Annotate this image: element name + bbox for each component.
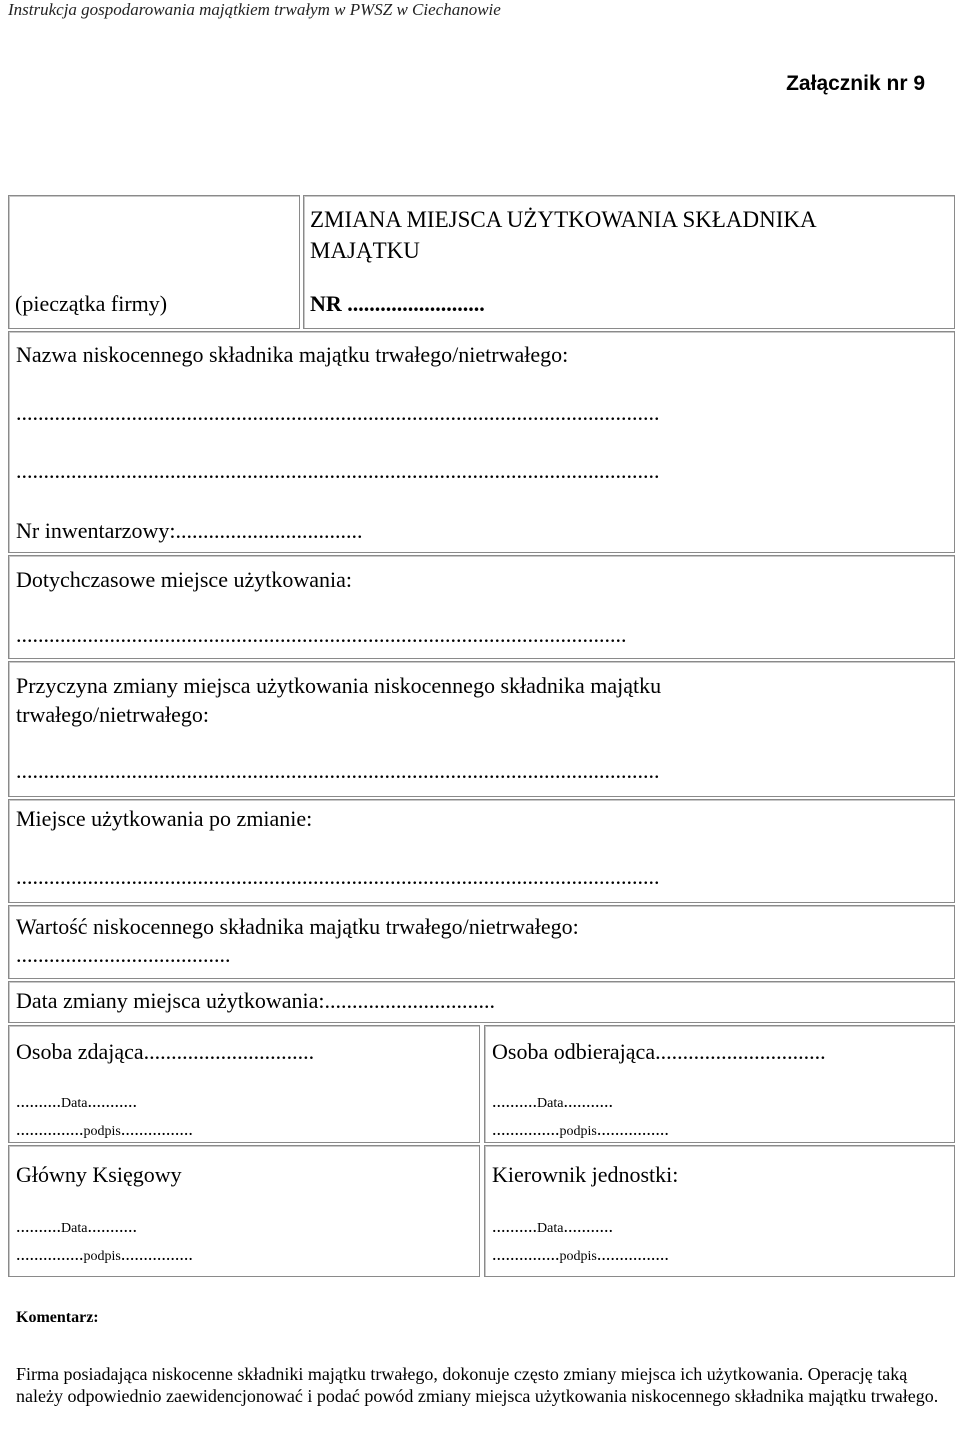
date-label: Data: [61, 1221, 88, 1236]
date-dots-after: ...........: [563, 1216, 613, 1236]
chief-accountant-label: Główny Księgowy: [16, 1162, 182, 1187]
value-cell: [8, 905, 955, 979]
item-name-line-2[interactable]: .....................................................................................................................: [16, 458, 660, 483]
running-header: Instrukcja gospodarowania majątkiem trwałym w PWSZ w Ciechanowie: [8, 0, 501, 19]
stamp-label: (pieczątka firmy): [15, 291, 168, 316]
signature-label: podpis: [83, 1124, 121, 1139]
date-label: Data: [537, 1221, 564, 1236]
receiving-cell: [484, 1025, 955, 1143]
attachment-number: Załącznik nr 9: [786, 72, 925, 95]
reason-label-line-2: trwałego/nietrwałego:: [16, 702, 210, 727]
date-dots-before: ..........: [492, 1091, 537, 1111]
reason-cell: [8, 661, 955, 797]
signature-dots-before: ...............: [16, 1119, 84, 1139]
chief-accountant-date[interactable]: [16, 1216, 137, 1237]
handing-over-date[interactable]: [16, 1091, 137, 1112]
receiving-date[interactable]: [492, 1091, 613, 1112]
chief-accountant-signature[interactable]: [16, 1244, 193, 1265]
date-dots-after: ...........: [87, 1091, 137, 1111]
signature-label: podpis: [559, 1124, 597, 1139]
title-cell: [303, 195, 955, 329]
change-date-field[interactable]: Data zmiany miejsca użytkowania:...............................: [16, 988, 495, 1013]
handing-over-signature[interactable]: [16, 1119, 193, 1140]
signature-dots-before: ...............: [492, 1244, 560, 1264]
signature-label: podpis: [559, 1249, 597, 1264]
form-title: ZMIANA MIEJSCA UŻYTKOWANIA SKŁADNIKA MAJĄTKU: [310, 207, 816, 263]
reason-value[interactable]: .....................................................................................................................: [16, 758, 660, 783]
form-number[interactable]: NR .........................: [310, 291, 485, 316]
item-name-cell: [8, 331, 955, 553]
comment-heading: Komentarz:: [16, 1309, 99, 1326]
new-place-cell: [8, 799, 955, 903]
previous-place-label: Dotychczasowe miejsce użytkowania:: [16, 567, 352, 592]
new-place-value[interactable]: .....................................................................................................................: [16, 864, 660, 889]
inventory-number-field[interactable]: Nr inwentarzowy:..................................: [16, 518, 363, 543]
value-label: Wartość niskocennego składnika majątku trwałego/nietrwałego:: [16, 914, 579, 939]
new-place-label: Miejsce użytkowania po zmianie:: [16, 806, 313, 831]
date-dots-after: ...........: [87, 1216, 137, 1236]
unit-manager-cell: [484, 1145, 955, 1277]
date-dots-before: ..........: [16, 1216, 61, 1236]
signature-dots-after: ................: [120, 1244, 193, 1264]
previous-place-cell: [8, 555, 955, 659]
unit-manager-label: Kierownik jednostki:: [492, 1162, 679, 1187]
date-dots-before: ..........: [492, 1216, 537, 1236]
signature-dots-after: ................: [596, 1119, 669, 1139]
date-dots-after: ...........: [563, 1091, 613, 1111]
comment-body: Firma posiadająca niskocenne składniki majątku trwałego, dokonuje często zmiany miejsca ich użytkowania. Operację taką należy odpowiednio zaewidencjonować i podać powód zmiany miejsca użytkowania niskocennego składnika majątku trwałego.: [16, 1364, 939, 1406]
reason-label-line-1: Przyczyna zmiany miejsca użytkowania niskocennego składnika majątku: [16, 673, 662, 698]
date-dots-before: ..........: [16, 1091, 61, 1111]
item-name-line-1[interactable]: .....................................................................................................................: [16, 400, 660, 425]
handing-over-person[interactable]: Osoba zdająca...............................: [16, 1039, 315, 1064]
date-label: Data: [61, 1096, 88, 1111]
date-label: Data: [537, 1096, 564, 1111]
receiving-signature[interactable]: [492, 1119, 669, 1140]
change-date-cell: [8, 981, 955, 1023]
signature-dots-after: ................: [596, 1244, 669, 1264]
signature-dots-before: ...............: [16, 1244, 84, 1264]
unit-manager-date[interactable]: [492, 1216, 613, 1237]
chief-accountant-cell: [8, 1145, 480, 1277]
signature-dots-after: ................: [120, 1119, 193, 1139]
unit-manager-signature[interactable]: [492, 1244, 669, 1265]
handing-over-cell: [8, 1025, 480, 1143]
stamp-cell: [8, 195, 300, 329]
signature-label: podpis: [83, 1249, 121, 1264]
value-field[interactable]: .......................................: [16, 942, 231, 967]
signature-dots-before: ...............: [492, 1119, 560, 1139]
receiving-person[interactable]: Osoba odbierająca...............................: [492, 1039, 826, 1064]
previous-place-value[interactable]: ...............................................................................................................: [16, 622, 627, 647]
item-name-label: Nazwa niskocennego składnika majątku trwałego/nietrwałego:: [16, 342, 569, 367]
